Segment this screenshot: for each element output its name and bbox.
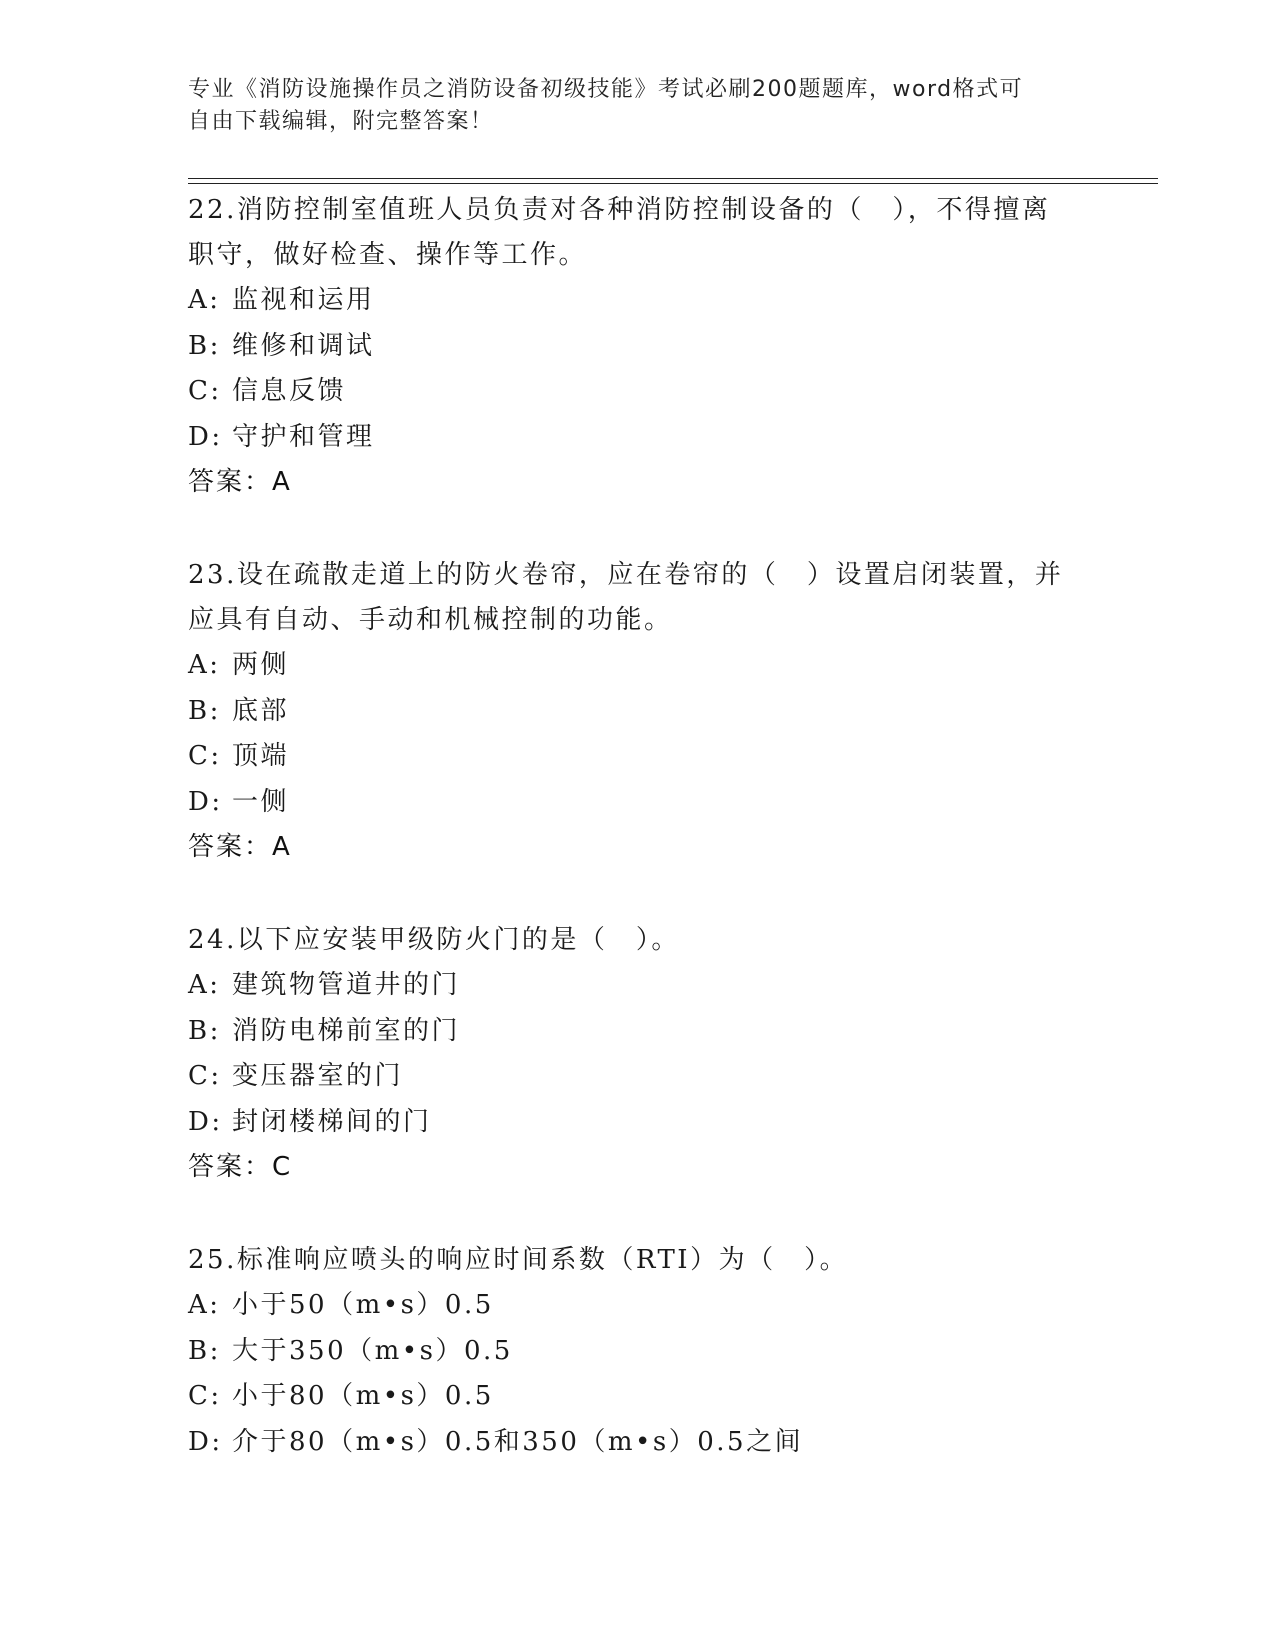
question-23 <box>188 553 1088 870</box>
option-a <box>188 278 1088 324</box>
option-a <box>188 963 1088 1009</box>
answer-label: 答案：A <box>188 832 292 862</box>
option-a <box>188 643 1088 689</box>
header-line-2: 自由下载编辑，附完整答案！ <box>188 109 494 134</box>
question-24 <box>188 918 1088 1190</box>
document-header <box>188 74 1088 138</box>
question-22 <box>188 188 1088 505</box>
option-c <box>188 1054 1088 1100</box>
question-stem-line-2: 应具有自动、手动和机械控制的功能。 <box>188 605 673 635</box>
option-text: 建筑物管道井的门 <box>232 970 461 1000</box>
header-rule-top <box>188 178 1158 179</box>
option-d <box>188 1100 1088 1146</box>
option-letter: A: <box>188 650 221 680</box>
option-c <box>188 369 1088 415</box>
option-a <box>188 1283 1088 1329</box>
option-d <box>188 1420 1088 1466</box>
option-letter: B: <box>188 695 221 726</box>
option-letter: C: <box>188 1061 222 1091</box>
option-letter: C: <box>188 376 222 406</box>
option-text: 顶端 <box>232 741 290 771</box>
option-letter: B: <box>188 1335 221 1366</box>
option-text: 维修和调试 <box>232 330 375 361</box>
option-b <box>188 1009 1088 1055</box>
option-letter: B: <box>188 330 221 361</box>
option-b <box>188 689 1088 735</box>
option-text: 变压器室的门 <box>232 1061 404 1091</box>
option-letter: D: <box>188 421 223 452</box>
option-d <box>188 780 1088 826</box>
header-line-1: 专业《消防设施操作员之消防设备初级技能》考试必刷200题题库，word格式可 <box>188 77 1024 102</box>
option-text: 大于350（m•s）0.5 <box>232 1335 513 1366</box>
option-text: 守护和管理 <box>232 421 375 452</box>
question-25 <box>188 1238 1088 1465</box>
option-d <box>188 415 1088 461</box>
answer-label: 答案：C <box>188 1152 293 1182</box>
question-stem-line-1: 22.消防控制室值班人员负责对各种消防控制设备的（ ），不得擅离 <box>188 195 1051 225</box>
option-text: 底部 <box>232 695 290 726</box>
option-text: 两侧 <box>232 650 290 680</box>
option-letter: D: <box>188 1106 223 1137</box>
option-c <box>188 1374 1088 1420</box>
option-letter: D: <box>188 786 223 817</box>
option-letter: B: <box>188 1015 221 1046</box>
option-text: 介于80（m•s）0.5和350（m•s）0.5之间 <box>232 1426 804 1457</box>
question-stem-line-2: 职守，做好检查、操作等工作。 <box>188 240 588 270</box>
answer-label: 答案：A <box>188 467 292 497</box>
option-text: 一侧 <box>232 786 290 817</box>
question-stem-line-1: 23.设在疏散走道上的防火卷帘，应在卷帘的（ ）设置启闭装置，并 <box>188 560 1064 590</box>
option-b <box>188 324 1088 370</box>
option-text: 小于80（m•s）0.5 <box>232 1381 494 1411</box>
option-text: 封闭楼梯间的门 <box>232 1106 432 1137</box>
option-letter: D: <box>188 1426 223 1457</box>
option-text: 信息反馈 <box>232 376 347 406</box>
option-letter: C: <box>188 741 222 771</box>
option-text: 小于50（m•s）0.5 <box>232 1290 494 1320</box>
option-c <box>188 734 1088 780</box>
header-rule-bottom <box>188 183 1158 184</box>
option-text: 消防电梯前室的门 <box>232 1015 461 1046</box>
option-text: 监视和运用 <box>232 285 375 315</box>
option-letter: C: <box>188 1381 222 1411</box>
option-b <box>188 1329 1088 1375</box>
question-stem-line-1: 25.标准响应喷头的响应时间系数（RTI）为（ ）。 <box>188 1245 849 1275</box>
option-letter: A: <box>188 970 221 1000</box>
question-stem-line-1: 24.以下应安装甲级防火门的是（ ）。 <box>188 925 680 955</box>
option-letter: A: <box>188 1290 221 1320</box>
option-letter: A: <box>188 285 221 315</box>
